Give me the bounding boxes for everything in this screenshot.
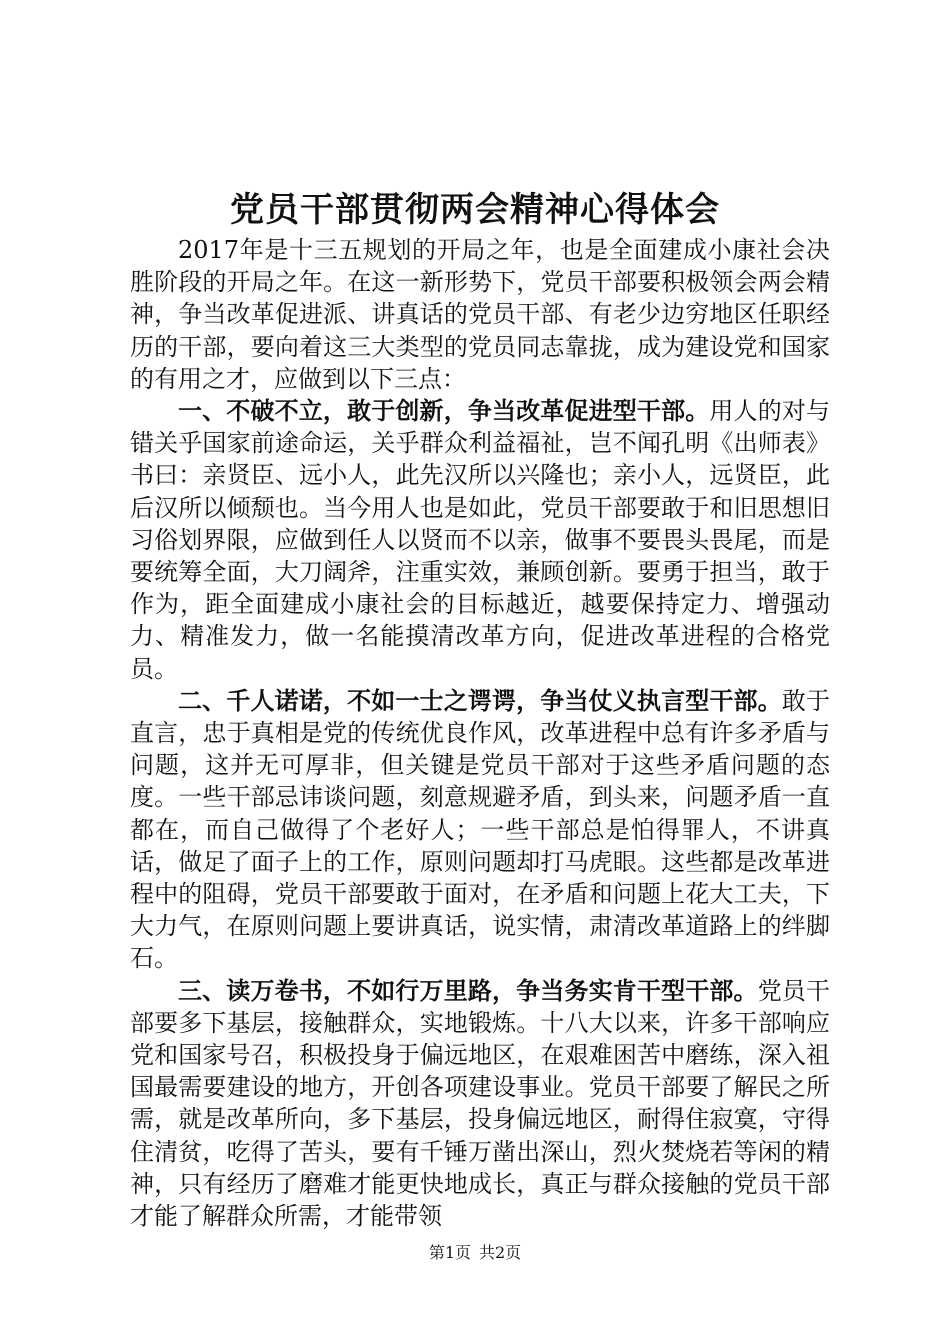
section-2-paragraph xyxy=(130,685,830,975)
section-1-paragraph xyxy=(130,395,830,685)
section-3-text: 党员干部要多下基层，接触群众，实地锻炼。十八大以来，许多干部响应党和国家号召，积极投身于偏远地区，在艰难困苦中磨练，深入祖国最需要建设的地方，开创各项建设事业。党员干部要了解民之所需，就是改革所向，多下基层，投身偏远地区，耐得住寂寞，守得住清贫，吃得了苦头，要有千锤万凿出深山，烈火焚烧若等闲的精神，只有经历了磨难才能更快地成长，真正与群众接触的党员干部才能了解群众所需，才能带领 xyxy=(130,976,831,1231)
section-1-text: 用人的对与错关乎国家前途命运，关乎群众利益福祉，岂不闻孔明《出师表》书曰：亲贤臣、远小人，此先汉所以兴隆也；亲小人，远贤臣，此后汉所以倾颓也。当今用人也是如此，党员干部要敢于和旧思想旧习俗划界限，应做到任人以贤而不以亲，做事不要畏头畏尾，而是要统筹全面，大刀阔斧，注重实效，兼顾创新。要勇于担当，敢于作为，距全面建成小康社会的目标越近，越要保持定力、增强动力、精准发力，做一名能摸清改革方向，促进改革进程的合格党员。 xyxy=(130,397,831,683)
section-1-heading: 一、不破不立，敢于创新，争当改革促进型干部。 xyxy=(178,396,710,426)
document-body xyxy=(130,234,830,1232)
section-3-heading: 三、读万卷书，不如行万里路，争当务实肯干型干部。 xyxy=(178,975,758,1005)
section-2-text: 敢于直言，忠于真相是党的传统优良作风，改革进程中总有许多矛盾与问题，这并无可厚非，但关键是党员干部对于这些矛盾问题的态度。一些干部忌讳谈问题，刻意规避矛盾，到头来，问题矛盾一直都在，而自己做得了个老好人；一些干部总是怕得罪人，不讲真话，做足了面子上的工作，原则问题却打马虎眼。这些都是改革进程中的阻碍，党员干部要敢于面对，在矛盾和问题上花大工夫，下大力气，在原则问题上要讲真话，说实情，肃清改革道路上的绊脚石。 xyxy=(130,686,831,973)
page-total: 共2页 xyxy=(479,1243,522,1262)
page-number: 第1页 xyxy=(428,1243,471,1262)
intro-paragraph xyxy=(130,234,830,395)
page-footer xyxy=(0,1242,950,1264)
document-title: 党员干部贯彻两会精神心得体会 xyxy=(230,190,720,230)
section-3-paragraph xyxy=(130,975,830,1233)
section-2-heading: 二、千人诺诺，不如一士之谔谔，争当仗义执言型干部。 xyxy=(178,685,782,715)
paragraph-text: 2017年是十三五规划的开局之年，也是全面建成小康社会决胜阶段的开局之年。在这一新形势下，党员干部要积极领会两会精神，争当改革促进派、讲真话的党员干部、有老少边穷地区任职经历的干部，要向着这三大类型的党员同志靠拢，成为建设党和国家的有用之才，应做到以下三点： xyxy=(130,236,830,393)
